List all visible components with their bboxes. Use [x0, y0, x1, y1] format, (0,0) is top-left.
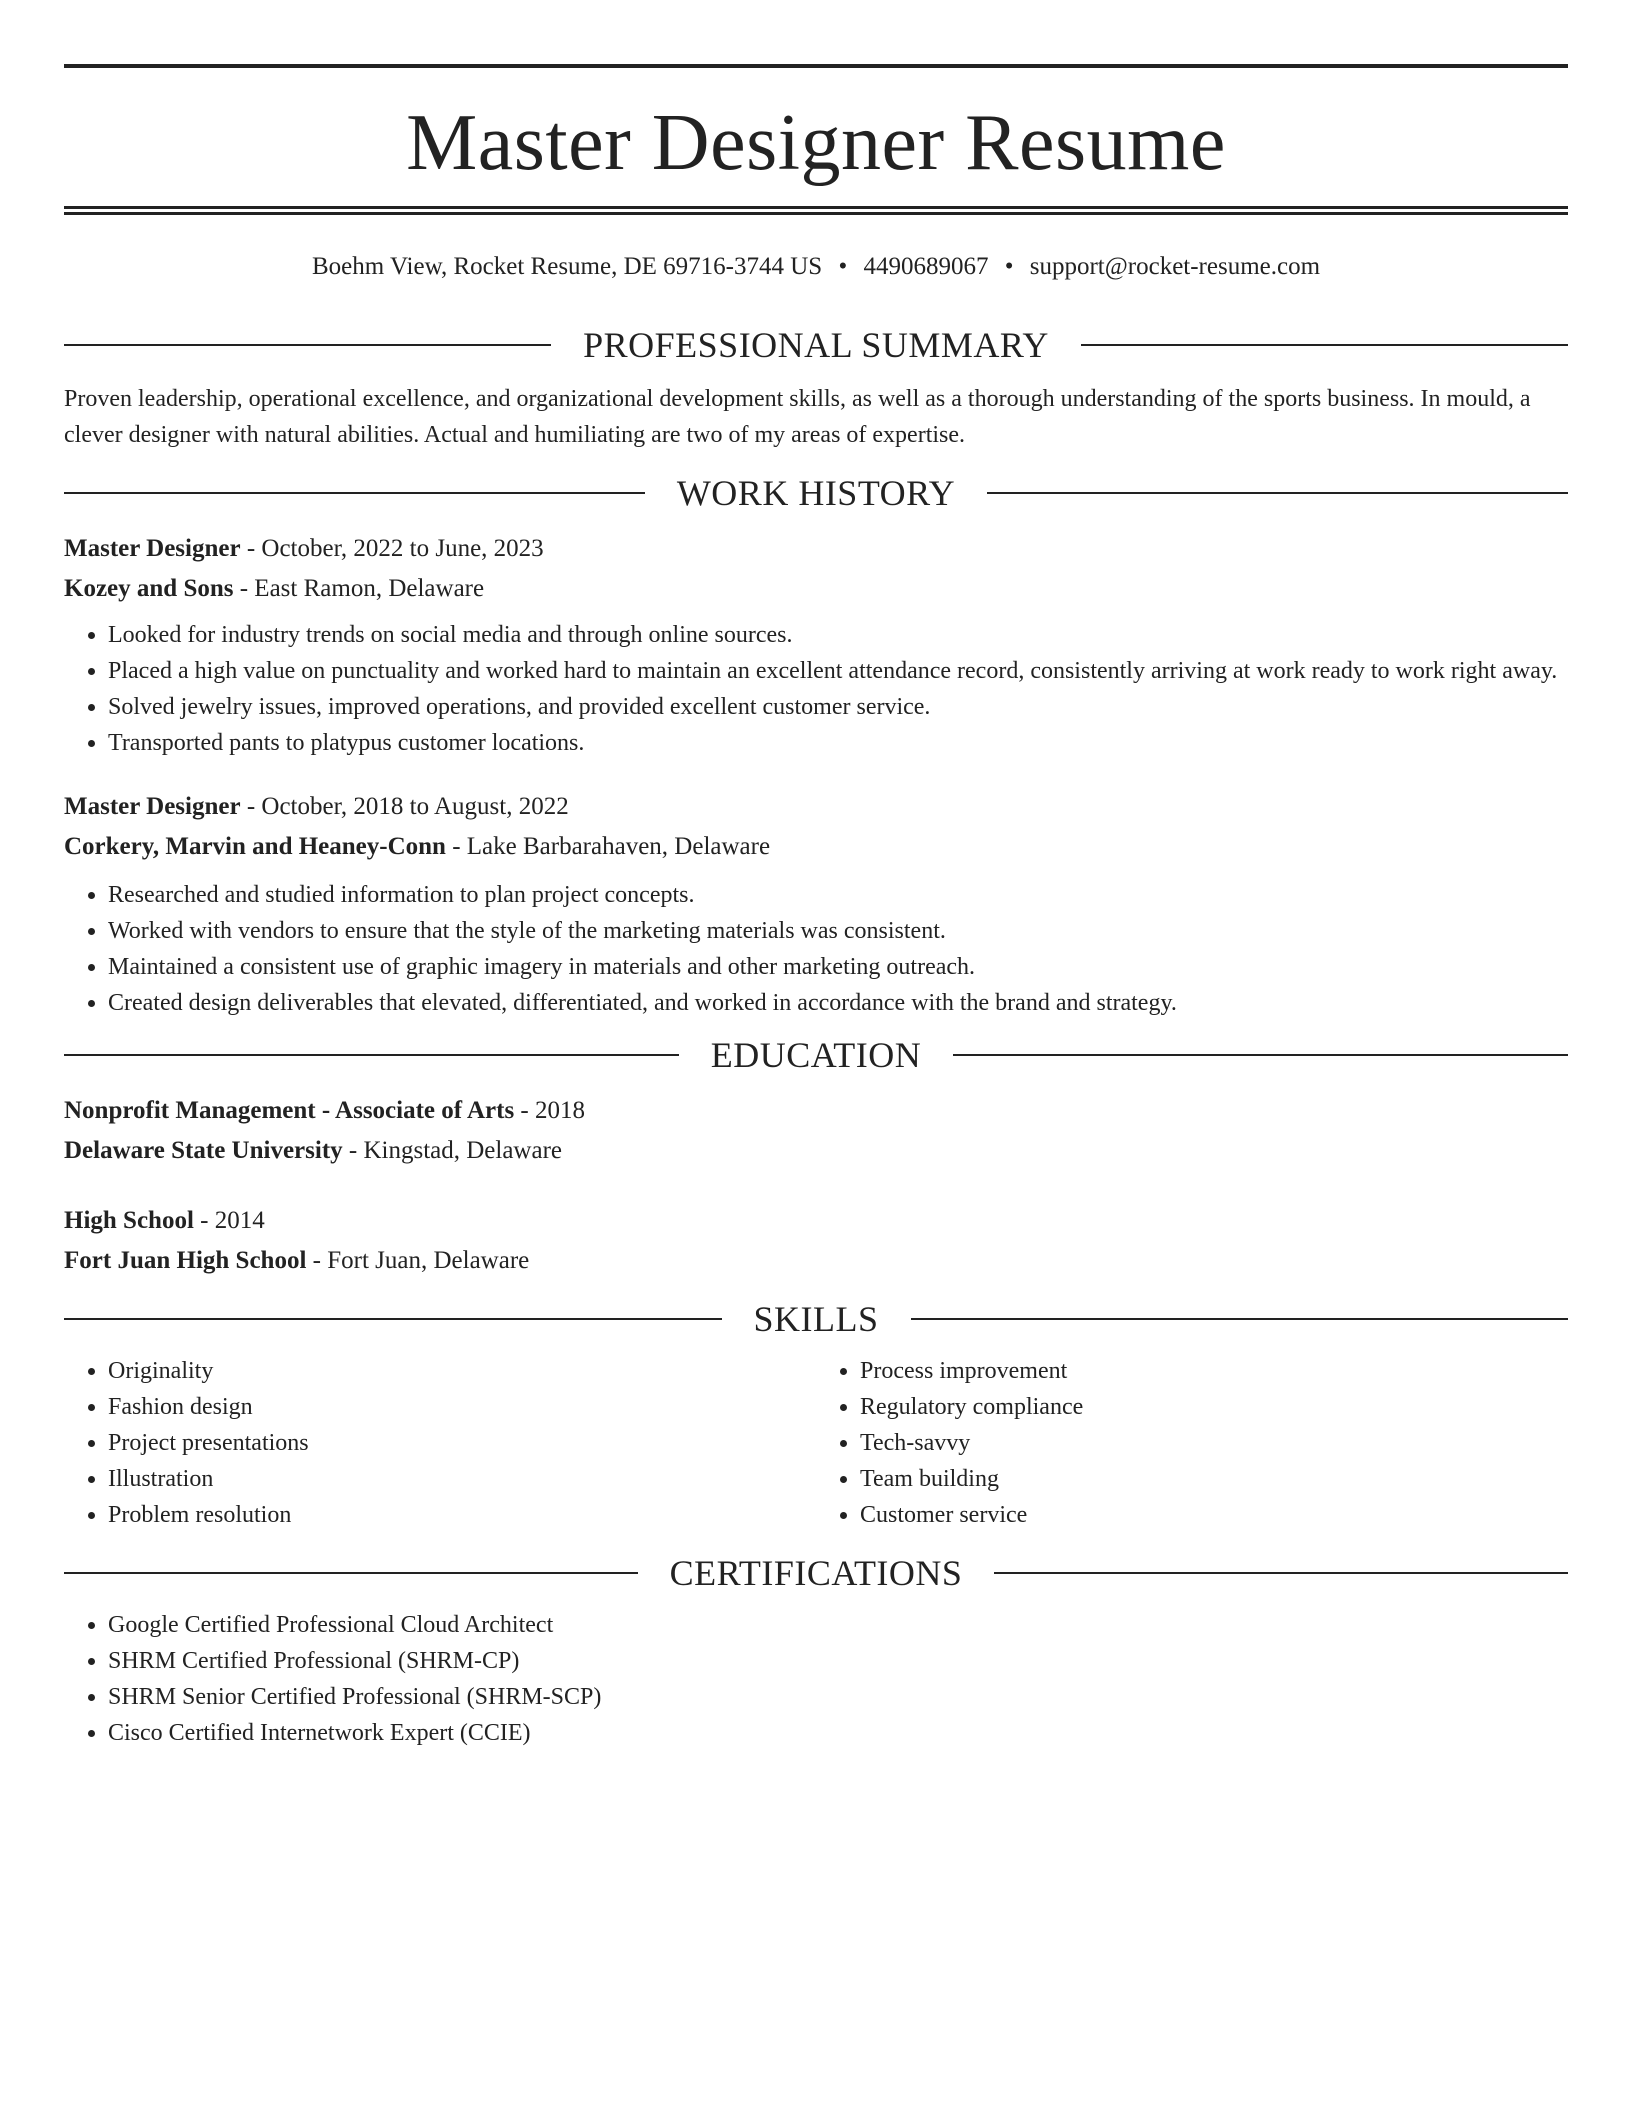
list-item: • Process improvement	[860, 1353, 1568, 1389]
skills-columns	[64, 1353, 1568, 1533]
work-company: Kozey and Sons	[64, 575, 234, 602]
work-bullets	[64, 617, 1568, 761]
section-header-certifications	[64, 1549, 1568, 1597]
section-rule	[64, 1054, 679, 1056]
work-bullets	[64, 877, 1568, 1021]
section-rule	[64, 492, 645, 494]
section-header-summary	[64, 321, 1568, 369]
resume-page	[64, 64, 1568, 1751]
certifications-list	[64, 1607, 1568, 1751]
contact-line	[64, 251, 1568, 283]
resume-title: Master Designer Resume	[406, 99, 1226, 187]
list-item: • Fashion design	[108, 1389, 816, 1425]
section-rule	[1081, 344, 1568, 346]
section-header-work	[64, 469, 1568, 517]
list-item: • Created design deliverables that elevated, differentiated, and worked in accordance with the brand and strategy.	[108, 985, 1568, 1021]
work-role-line	[64, 787, 1568, 827]
title-double-rule	[64, 206, 1568, 215]
education-school: Delaware State University	[64, 1137, 343, 1164]
contact-separator: •	[1004, 253, 1014, 280]
section-rule	[911, 1318, 1569, 1320]
section-title-certifications: CERTIFICATIONS	[669, 1553, 963, 1593]
education-degree: Nonprofit Management - Associate of Arts	[64, 1097, 515, 1124]
list-item: • Placed a high value on punctuality and worked hard to maintain an excellent attendance record, consistently arriving at work ready to work right away.	[108, 653, 1568, 689]
list-item: • Illustration	[108, 1461, 816, 1497]
list-item: • Team building	[860, 1461, 1568, 1497]
education-school-line	[64, 1131, 1568, 1171]
work-company: Corkery, Marvin and Heaney-Conn	[64, 833, 446, 860]
section-title-skills: SKILLS	[753, 1299, 879, 1339]
list-item: • Transported pants to platypus customer locations.	[108, 725, 1568, 761]
section-title-summary: PROFESSIONAL SUMMARY	[583, 325, 1049, 365]
education-degree-line	[64, 1091, 1568, 1131]
section-header-education	[64, 1031, 1568, 1079]
list-item: • SHRM Certified Professional (SHRM-CP)	[108, 1643, 1568, 1679]
section-rule	[64, 1318, 722, 1320]
contact-address: Boehm View, Rocket Resume, DE 69716-3744 US	[311, 253, 823, 280]
work-role: Master Designer	[64, 535, 241, 562]
work-location: - Lake Barbarahaven, Delaware	[445, 833, 771, 860]
list-item: • Maintained a consistent use of graphic imagery in materials and other marketing outreach.	[108, 949, 1568, 985]
contact-phone: 4490689067	[863, 253, 989, 280]
section-rule	[987, 492, 1568, 494]
education-degree: High School	[64, 1207, 194, 1234]
list-item: • Researched and studied information to plan project concepts.	[108, 877, 1568, 913]
education-entry	[64, 1091, 1568, 1171]
work-entry	[64, 529, 1568, 761]
section-rule	[64, 344, 551, 346]
top-rule	[64, 64, 1568, 68]
work-company-line	[64, 827, 1568, 867]
education-year: - 2018	[514, 1097, 585, 1124]
skills-list-right	[816, 1353, 1568, 1533]
summary-text: Proven leadership, operational excellence, and organizational development skills, as well as a thorough understanding of the sports business. In mould, a clever designer with natural abilities. Actual and humiliating are two of my areas of expertise.	[64, 386, 1531, 448]
education-degree-line	[64, 1201, 1568, 1241]
section-title-education: EDUCATION	[710, 1035, 922, 1075]
list-item: • Looked for industry trends on social media and through online sources.	[108, 617, 1568, 653]
work-role-line	[64, 529, 1568, 569]
list-item: • Tech-savvy	[860, 1425, 1568, 1461]
list-item: • SHRM Senior Certified Professional (SHRM-SCP)	[108, 1679, 1568, 1715]
work-entry	[64, 787, 1568, 1021]
list-item: • Cisco Certified Internetwork Expert (CCIE)	[108, 1715, 1568, 1751]
contact-separator: •	[838, 253, 848, 280]
work-dates: - October, 2018 to August, 2022	[240, 793, 569, 820]
list-item: • Worked with vendors to ensure that the style of the marketing materials was consistent.	[108, 913, 1568, 949]
list-item: • Regulatory compliance	[860, 1389, 1568, 1425]
list-item: • Solved jewelry issues, improved operations, and provided excellent customer service.	[108, 689, 1568, 725]
education-entry	[64, 1201, 1568, 1281]
section-rule	[994, 1572, 1568, 1574]
certifications-block	[64, 1607, 1568, 1751]
work-role: Master Designer	[64, 793, 241, 820]
list-item: • Google Certified Professional Cloud Architect	[108, 1607, 1568, 1643]
education-location: - Fort Juan, Delaware	[306, 1247, 530, 1274]
work-location: - East Ramon, Delaware	[233, 575, 485, 602]
education-year: - 2014	[193, 1207, 265, 1234]
list-item: • Project presentations	[108, 1425, 816, 1461]
work-dates: - October, 2022 to June, 2023	[240, 535, 544, 562]
contact-email: support@rocket-resume.com	[1029, 253, 1321, 280]
education-location: - Kingstad, Delaware	[342, 1137, 563, 1164]
section-rule	[953, 1054, 1568, 1056]
work-company-line	[64, 569, 1568, 609]
section-title-work: WORK HISTORY	[676, 473, 956, 513]
education-school-line	[64, 1241, 1568, 1281]
skills-list-left	[64, 1353, 816, 1533]
list-item: • Customer service	[860, 1497, 1568, 1533]
education-school: Fort Juan High School	[64, 1247, 307, 1274]
section-header-skills	[64, 1295, 1568, 1343]
section-rule	[64, 1572, 638, 1574]
list-item: • Originality	[108, 1353, 816, 1389]
list-item: • Problem resolution	[108, 1497, 816, 1533]
